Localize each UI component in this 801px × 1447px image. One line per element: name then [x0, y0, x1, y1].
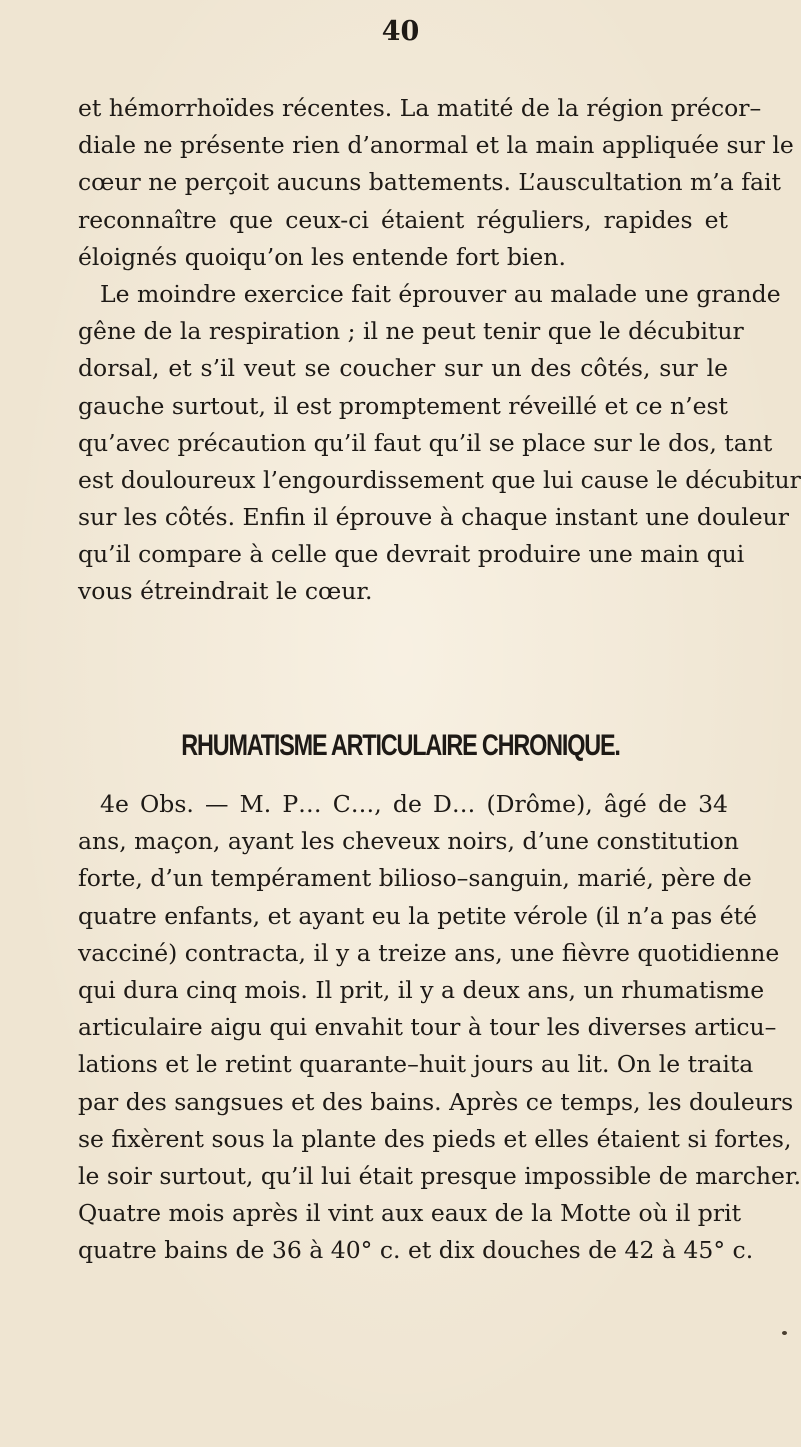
text-line: qu’avec précaution qu’il faut qu’il se place sur le dos, tant: [78, 428, 773, 457]
text-line: par des sangsues et des bains. Après ce temps, les douleurs: [78, 1087, 794, 1116]
text-line: vous étreindrait le cœur.: [78, 577, 373, 606]
text-line: quatre enfants, et ayant eu la petite vérole (il n’a pas été: [78, 901, 758, 930]
text-line: articulaire aigu qui envahit tour à tour les diverses articu–: [78, 1013, 777, 1042]
text-line: diale ne présente rien d’anormal et la main appliquée sur le: [78, 131, 794, 160]
text-line: est douloureux l’engourdissement que lui cause le décubitur: [78, 465, 801, 494]
text-line: dorsal, et s’il veut se coucher sur un des côtés, sur le: [78, 354, 728, 383]
text-line: éloignés quoiqu’on les entende fort bien.: [78, 242, 566, 271]
text-line: le soir surtout, qu’il lui était presque impossible de marcher.: [78, 1161, 801, 1190]
text-line: sur les côtés. Enfin il éprouve à chaque instant une douleur: [78, 503, 790, 532]
text-line: Le moindre exercice fait éprouver au malade une grande: [100, 279, 781, 308]
text-line: quatre bains de 36 à 40° c. et dix douches de 42 à 45° c.: [78, 1236, 754, 1265]
body-text-top: [78, 90, 801, 611]
text-line: et hémorrhoïdes récentes. La matité de la région précor–: [78, 94, 762, 122]
body-text-bottom: [78, 786, 801, 1269]
text-line: lations et le retint quarante–huit jours au lit. On le traita: [78, 1050, 754, 1079]
text-line: gêne de la respiration ; il ne peut tenir que le décubitur: [78, 317, 744, 346]
text-line: gauche surtout, il est promptement réveillé et ce n’est: [78, 391, 728, 420]
text-line: Quatre mois après il vint aux eaux de la Motte où il prit: [78, 1199, 742, 1228]
text-line: qui dura cinq mois. Il prit, il y a deux ans, un rhumatisme: [78, 975, 765, 1004]
text-line: ans, maçon, ayant les cheveux noirs, d’une constitution: [78, 827, 739, 856]
text-line: vacciné) contracta, il y a treize ans, une fièvre quotidienne: [78, 938, 780, 967]
section-heading: RHUMATISME ARTICULAIRE CHRONIQUE.: [181, 729, 620, 762]
text-line: se fixèrent sous la plante des pieds et elles étaient si fortes,: [78, 1124, 792, 1153]
text-line: qu’il compare à celle que devrait produire une main qui: [78, 540, 745, 569]
text-line: reconnaître que ceux-ci étaient réguliers, rapides et: [78, 205, 728, 234]
text-line: 4e Obs. — M. P… C…, de D… (Drôme), âgé de 34: [100, 790, 728, 818]
text-line: cœur ne perçoit aucuns battements. L’auscultation m’a fait: [78, 168, 781, 197]
ink-spot: [782, 1331, 787, 1335]
text-line: forte, d’un tempérament bilioso–sanguin, marié, père de: [78, 864, 752, 893]
page-number: 40: [381, 16, 420, 47]
